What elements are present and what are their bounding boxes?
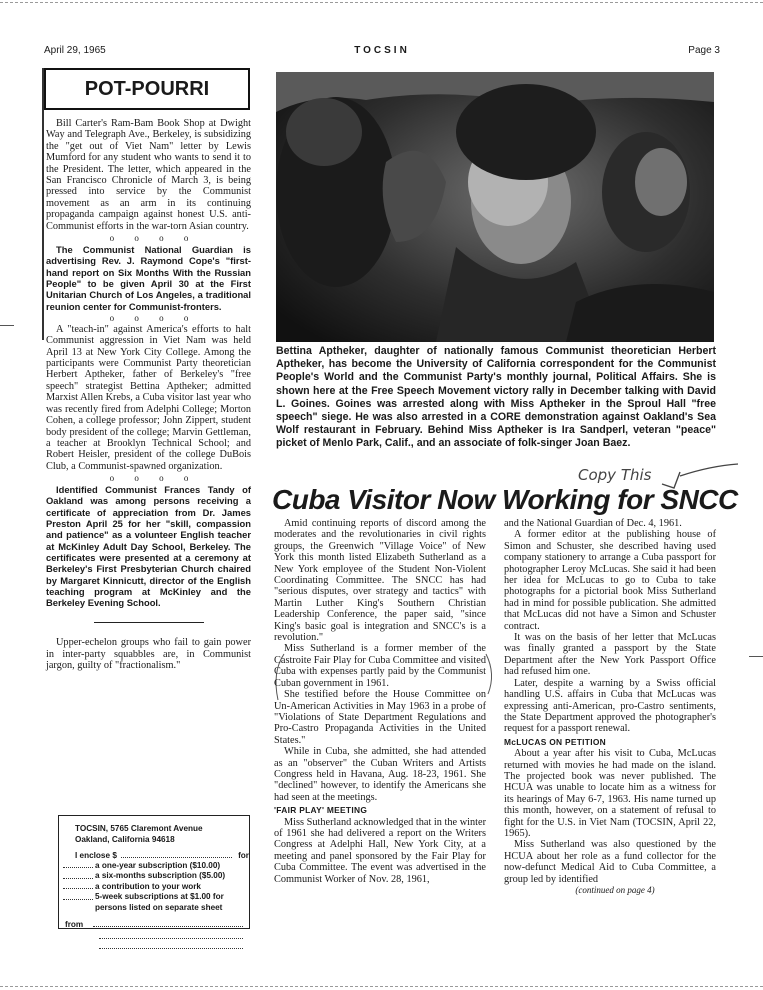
handwritten-note: Copy This bbox=[578, 466, 652, 484]
photo-image bbox=[276, 72, 714, 342]
photo-caption: Bettina Aptheker, daughter of nationally famous Communist theoretician Herbert Aptheker, has become the University of California correspondent for the Communist People's World and the Communist Party's monthly journal, Political Affairs. She is shown here at the Free Speech Movement victory rally in December talking with David L. Goines. Goines was arrested along with Miss Aptheker in the Sproul Hall "free speech" siege. He was also arrested in a CORE demonstration against Oakland's Sea Wolf restaurant in February. Behind Miss Aptheker is Ira Sandperl, veteran "peace" picket of Menlo Park, Calif., and an associate of folk-singer Joan Baez. bbox=[276, 345, 716, 450]
checkbox-line[interactable] bbox=[63, 861, 93, 868]
potpourri-title: POT-POURRI bbox=[84, 78, 210, 100]
subscription-option[interactable] bbox=[63, 882, 249, 891]
from-field[interactable] bbox=[93, 920, 243, 927]
potpourri-item: Bill Carter's Ram-Bam Book Shop at Dwight Way and Telegraph Ave., Berkeley, is subsidizing the "get out of Viet Nam" letter by Lewis Mumford for any student who wants to send it to the President. The letter, which appeared in the San Francisco Chronicle of March 3, is being pressed into service by the Communist movement as an arm in its continuing propaganda campaign against honest U.S. anti-Communist efforts in the war-torn Asian country. bbox=[46, 118, 251, 232]
article-paragraph: Miss Sutherland acknowledged that in the winter of 1961 she had delivered a report on the Writers Congress at Adelphi Hall, New York City, at a meeting and panel sponsored by the Fair Play for Cuba Committee. The event was advertised in the Communist Worker of Nov. 28, 1961, bbox=[274, 816, 486, 885]
margin-tick bbox=[749, 656, 763, 657]
article-paragraph: Amid continuing reports of discord among the moderates and the revolutionaries in civil rights groups, the Greenwich "Village Voice" of New York this month listed Elizabeth Sutherland as a New York employee of the Student Non-Violent Coordinating Committee. The SNCC has had "serious disputes, over strategy and tactics" with Martin Luther King's Southern Christian Leadership Conference, the paper said, "since King's basic goal is integration and SNCC's is a revolution." bbox=[274, 518, 486, 644]
address-field-line[interactable] bbox=[99, 948, 243, 949]
potpourri-column bbox=[46, 118, 251, 672]
article-paragraph: Miss Sutherland is a former member of the Castroite Fair Play for Cuba Committee and visited Cuba with expenses partly paid by the Communist Cuban government in 1961. bbox=[274, 643, 486, 689]
item-separator: o o o o bbox=[109, 233, 198, 244]
potpourri-item: Upper-echelon groups who fail to gain power in inter-party squabbles are, in Communist jargon, guilty of "fractionalism." bbox=[46, 637, 251, 672]
margin-tick bbox=[0, 325, 14, 326]
article-paragraph: A former editor at the publishing house of Simon and Schuster, she described having used company stationery to arrange a Cuba passport for photographer Leroy McLucas. She said it had been her idea for McLucas to go to Cuba to take photographs for a pictorial book Miss Sutherland had in mind for possible publication. She admitted that McLucas did not have a Simon and Schuster contract. bbox=[504, 529, 716, 632]
article-paragraph: It was on the basis of her letter that McLucas was finally granted a passport by the State Department after the New York Passport Office had refused him one. bbox=[504, 632, 716, 678]
article-paragraph: and the National Guardian of Dec. 4, 1961. bbox=[504, 518, 682, 529]
masthead-title: TOCSIN bbox=[354, 45, 410, 56]
article-subhead: McLUCAS ON PETITION bbox=[504, 736, 607, 747]
article-paragraph: About a year after his visit to Cuba, McLucas returned with movies he had made on the island. The projected book was never published. The HCUA was unable to locate him as a witness for its hearings of May 6-7, 1963. His name turned up this month, however, on a statement of refusal to fight for the U.S. in Viet Nam (TOCSIN, April 22, 1965). bbox=[504, 748, 716, 839]
subscription-option-label: a contribution to your work bbox=[95, 881, 201, 891]
item-separator: o o o o bbox=[109, 312, 198, 323]
article-paragraph: She testified before the House Committee on Un-American Activities in May 1963 in a probe of "Violations of State Department Regulations and Pro-Castro Propaganda Activities in the United States." bbox=[274, 689, 486, 746]
article-paragraph: Miss Sutherland was also questioned by the HCUA about her role as a fund collector for the now-defunct Medical Aid to Cuba Committee, a group led by identified bbox=[504, 839, 716, 885]
continued-note: (continued on page 4) bbox=[575, 885, 655, 895]
checkbox-line[interactable] bbox=[63, 892, 93, 899]
subscription-option-label: a six-months subscription ($5.00) bbox=[95, 871, 226, 881]
subscription-form bbox=[58, 815, 250, 929]
subscription-option[interactable] bbox=[63, 892, 249, 901]
address-field-line[interactable] bbox=[99, 938, 243, 939]
subscription-option-label: persons listed on separate sheet bbox=[95, 902, 223, 912]
checkbox-line[interactable] bbox=[63, 871, 93, 878]
subscription-address: TOCSIN, 5765 Claremont Avenue Oakland, California 94618 bbox=[75, 824, 203, 844]
potpourri-item: Identified Communist Frances Tandy of Oakland was among persons receiving a certificate of appreciation from Dr. James Preston April 25 for her "skill, compassion and patience" as a volunteer English teacher at McKinley Adult Day School, Berkeley. The certificates were presented at a ceremony at Berkeley's First Presbyterian Church chaired by Margaret Kinnicutt, director of the English teaching program at McKinley and the Berkeley Evening School. bbox=[46, 484, 251, 609]
rally-photo bbox=[276, 72, 714, 342]
article-paragraph: While in Cuba, she admitted, she had attended as an "observer" the Cuban Writers and Artists Congress held in Havana, Aug. 18-23, 1961. She "declined" however, to identify the Americans she had seen at the meetings. bbox=[274, 746, 486, 803]
potpourri-title-box bbox=[44, 68, 250, 110]
subscription-option[interactable] bbox=[63, 871, 249, 880]
page-number: Page 3 bbox=[688, 45, 720, 56]
article-subhead: 'FAIR PLAY' MEETING bbox=[274, 805, 368, 816]
top-border bbox=[0, 2, 763, 3]
potpourri-item: A "teach-in" against America's efforts to halt Communist aggression in Viet Nam was held April 13 at New York City College. Among the participants were Communist Party theoretician Herbert Aptheker, father of Berkeley's "free speech" strategist Bettina Aptheker; admitted Marxist Allen Krebs, a Cuba visitor last year who was recently fired from Adelphi College; Morton Cohen, a college professor; John Zippert, student body president of the college; Marvin Gettleman, a teacher at Brooklyn Technical School; and Robert Heisler, president of the college DuBois Club, a Communist-spawned organization. bbox=[46, 323, 251, 472]
potpourri-item: The Communist National Guardian is advertising Rev. J. Raymond Cope's "first-hand report on Six Months With the Russian People" to be given April 30 at the First Unitarian Church of Los Angeles, a traditional reunion center for Communist-fronters. bbox=[46, 244, 251, 312]
article-headline: Cuba Visitor Now Working for SNCC bbox=[272, 484, 738, 515]
checkbox-line[interactable] bbox=[63, 882, 93, 889]
from-line[interactable]: from bbox=[65, 920, 249, 929]
subscription-options bbox=[59, 861, 249, 912]
subscription-option-label: 5-week subscriptions at $1.00 for bbox=[95, 892, 224, 902]
issue-date: April 29, 1965 bbox=[44, 45, 106, 56]
subscription-option[interactable] bbox=[63, 903, 249, 912]
bottom-border bbox=[0, 986, 763, 987]
subscription-option[interactable] bbox=[63, 861, 249, 870]
article-column-1 bbox=[274, 518, 486, 885]
subscription-option-label: a one-year subscription ($10.00) bbox=[95, 861, 221, 870]
page-header bbox=[44, 45, 720, 59]
article-column-2 bbox=[504, 518, 716, 896]
section-divider bbox=[94, 622, 204, 623]
amount-field[interactable] bbox=[121, 851, 232, 858]
item-separator: o o o o bbox=[109, 473, 198, 484]
enclose-line[interactable]: I enclose $ for bbox=[75, 851, 249, 860]
article-paragraph: Later, despite a warning by a Swiss official handling U.S. affairs in Cuba that McLucas was expressing anti-American, pro-Castro sentiments, the State Department approved the photographer's request for a passport renewal. bbox=[504, 677, 716, 735]
